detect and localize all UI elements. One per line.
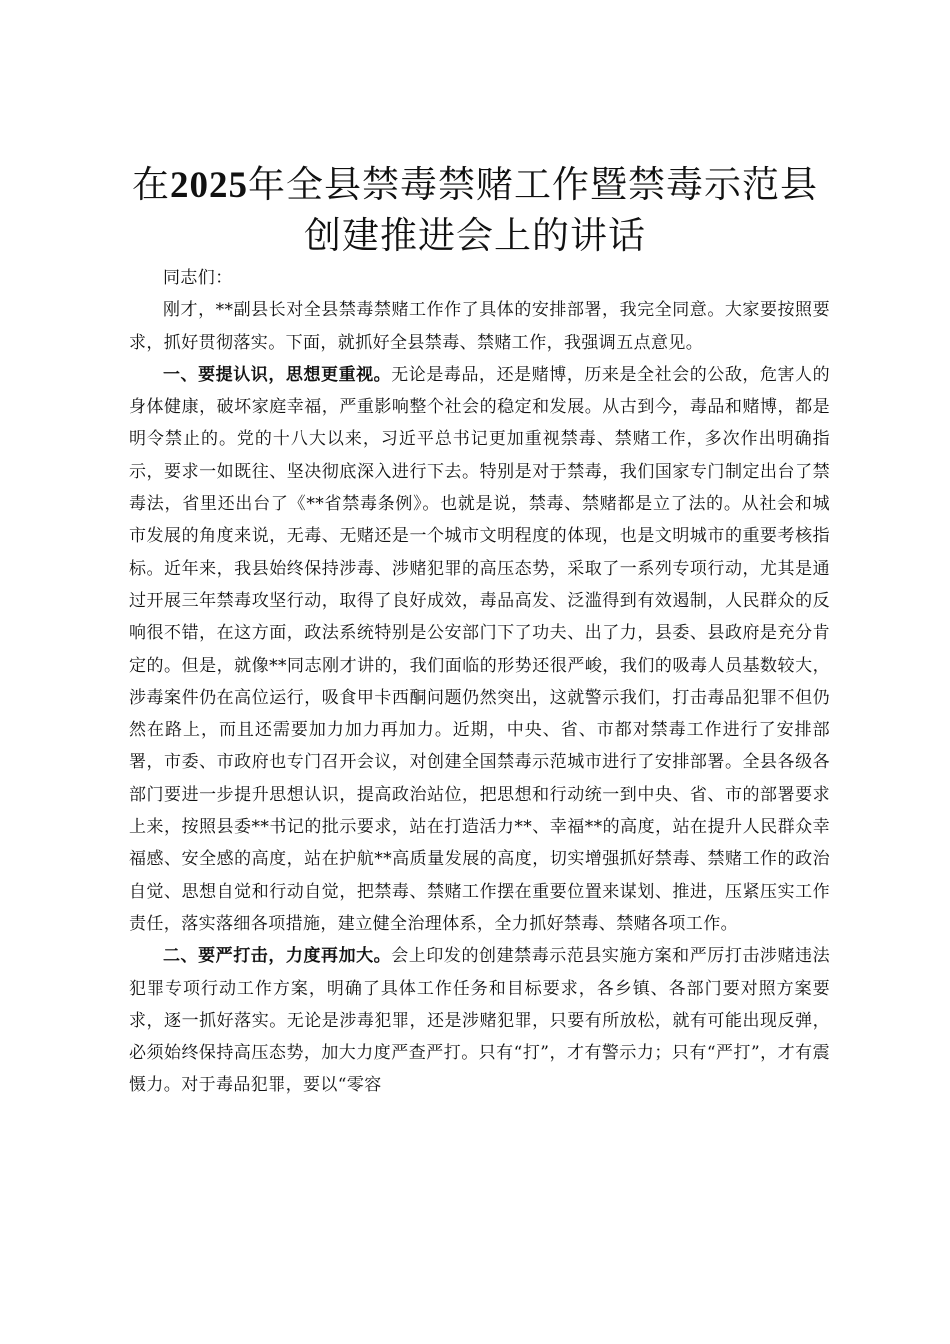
section-2-text: 会上印发的创建禁毒示范县实施方案和严厉打击涉赌违法犯罪专项行动工作方案，明确了具体工作任务和目标要求，各乡镇、各部门要对照方案要求，逐一抓好落实。无论是涉毒犯罪，还是涉赌犯罪，只要有所放松，就有可能出现反弹，必须始终保持高压态势，加大力度严查严打。只有“打”，才有警示力；只有“严打”，才有震慑力。对于毒品犯罪，要以“零容 [129, 946, 831, 1096]
title-part-2: 年全县禁毒禁赌工作暨禁毒示范县创建推进会上的讲话 [248, 163, 818, 257]
document-title [120, 160, 830, 261]
title-part-1: 在 [132, 163, 170, 206]
section-1-heading: 一、要提认识，思想更重视。 [163, 364, 392, 385]
section-1-paragraph [129, 359, 830, 940]
section-2-heading: 二、要严打击，力度再加大。 [163, 946, 392, 967]
section-2-paragraph [129, 940, 830, 1101]
title-year: 2025 [170, 165, 248, 206]
greeting: 同志们： [163, 268, 233, 288]
document-body [129, 262, 830, 1102]
intro-paragraph: 刚才，**副县长对全县禁毒禁赌工作作了具体的安排部署，我完全同意。大家要按照要求，抓好贯彻落实。下面，就抓好全县禁毒、禁赌工作，我强调五点意见。 [129, 300, 830, 353]
section-1-text: 无论是毒品，还是赌博，历来是全社会的公敌，危害人的身体健康，破坏家庭幸福，严重影响整个社会的稳定和发展。从古到今，毒品和赌博，都是明令禁止的。党的十八大以来，习近平总书记更加重视禁毒、禁赌工作，多次作出明确指示，要求一如既往、坚决彻底深入进行下去。特别是对于禁毒，我们国家专门制定出台了禁毒法，省里还出台了《**省禁毒条例》。也就是说，禁毒、禁赌都是立了法的。从社会和城市发展的角度来说，无毒、无赌还是一个城市文明程度的体现，也是文明城市的重要考核指标。近年来，我县始终保持涉毒、涉赌犯罪的高压态势，采取了一系列专项行动，尤其是通过开展三年禁毒攻坚行动，取得了良好成效，毒品高发、泛滥得到有效遏制，人民群众的反响很不错，在这方面，政法系统特别是公安部门下了功夫、出了力，县委、县政府是充分肯定的。但是，就像**同志刚才讲的，我们面临的形势还很严峻，我们的吸毒人员基数较大，涉毒案件仍在高位运行，吸食甲卡西酮问题仍然突出，这就警示我们，打击毒品犯罪不但仍然在路上，而且还需要加力加力再加力。近期，中央、省、市都对禁毒工作进行了安排部署，市委、市政府也专门召开会议，对创建全国禁毒示范城市进行了安排部署。全县各级各部门要进一步提升思想认识，提高政治站位，把思想和行动统一到中央、省、市的部署要求上来，按照县委**书记的批示要求，站在打造活力**、幸福**的高度，站在提升人民群众幸福感、安全感的高度，站在护航**高质量发展的高度，切实增强抓好禁毒、禁赌工作的政治自觉、思想自觉和行动自觉，把禁毒、禁赌工作摆在重要位置来谋划、推进，压紧压实工作责任，落实落细各项措施，建立健全治理体系，全力抓好禁毒、禁赌各项工作。 [129, 364, 831, 934]
